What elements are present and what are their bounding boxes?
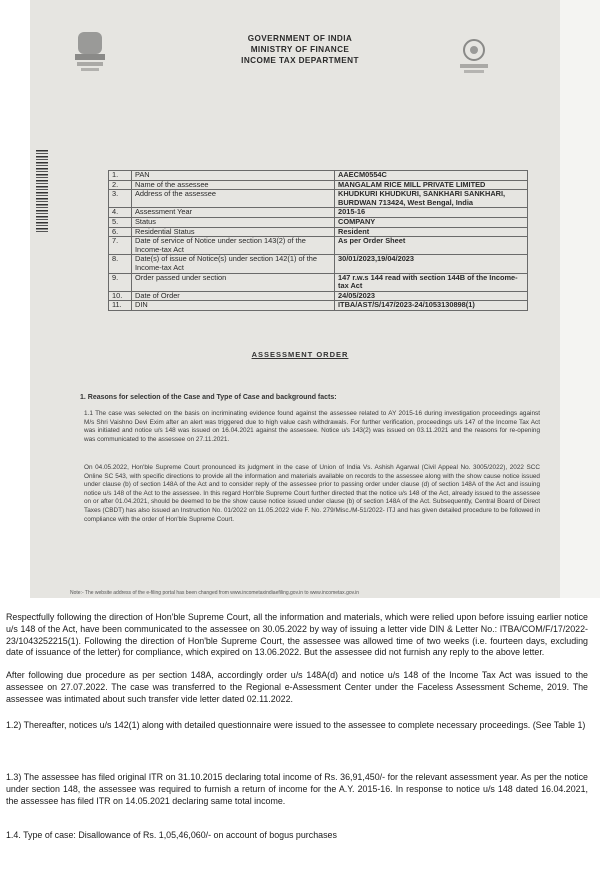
row-value: KHUDKURI KHUDKURI, SANKHARI SANKHARI, BURDWAN 713424, West Bengal, India	[335, 190, 528, 208]
header-department: INCOME TAX DEPARTMENT	[241, 56, 359, 65]
row-number: 2.	[109, 180, 132, 190]
table-row	[109, 171, 528, 181]
row-number: 5.	[109, 217, 132, 227]
table-row	[109, 190, 528, 208]
barcode	[36, 150, 48, 232]
row-value: ITBA/AST/S/147/2023-24/1053130898(1)	[335, 301, 528, 311]
paragraph-supreme-court: On 04.05.2022, Hon'ble Supreme Court pronounced its judgment in the case of Union of India Vs. Ashish Agarwal (Civil Appeal No. 3005/2022), 2022 SCC Online SC 543, with specific directions to provide all the information and materials available on records to the assessee along with the show cause notice issued under clause (b) of section 148A of the Act and to consider reply of the assessee prior to passing order under clause (d) of section 148A of the Act and issuing notice u/s 148 of the Act to the assessee. In this regard Hon'ble Supreme Court further directed that the notice u/s 148 of the Act, already issued to the assessee on or after 01.04.2021, should be deemed to be the show cause notice issued under clause (b) of section 148A of the Act. Subsequently, Central Board of Direct Taxes (CBDT) has also issued an Instruction No. 01/2022 on 11.05.2022 vide F. No. 279/Misc./M-51/2022- ITJ and has given detailed procedure to be followed in compliance with the order of Hon'ble Supreme Court.	[84, 464, 540, 523]
row-label: Address of the assessee	[132, 190, 335, 208]
row-label: PAN	[132, 171, 335, 181]
row-number: 3.	[109, 190, 132, 208]
row-value: As per Order Sheet	[335, 237, 528, 255]
row-number: 7.	[109, 237, 132, 255]
footnote: Note:- The website address of the e-filing portal has been changed from www.incometaxindiaefiling.gov.in to www.incometax.gov.in	[70, 590, 360, 596]
table-row	[109, 273, 528, 291]
row-number: 6.	[109, 227, 132, 237]
page-edge	[560, 0, 600, 598]
row-label: Status	[132, 217, 335, 227]
paragraph-1-4: 1.4. Type of case: Disallowance of Rs. 1,05,46,060/- on account of bogus purchases	[6, 830, 337, 840]
row-number: 4.	[109, 208, 132, 218]
row-value: 147 r.w.s 144 read with section 144B of the Income-tax Act	[335, 273, 528, 291]
row-number: 11.	[109, 301, 132, 311]
row-label: Name of the assessee	[132, 180, 335, 190]
row-value: COMPANY	[335, 217, 528, 227]
section-heading: 1. Reasons for selection of the Case and Type of Case and background facts:	[80, 394, 337, 401]
table-row	[109, 237, 528, 255]
table-row	[109, 208, 528, 218]
header-ministry: MINISTRY OF FINANCE	[250, 45, 350, 54]
row-number: 10.	[109, 291, 132, 301]
paragraph-respectfully: Respectfully following the direction of Hon'ble Supreme Court, all the information and materials, which were relied upon before issuing earlier notice u/s 148 of the Act, have been communicated to the assessee on 30.05.2022 by way of issuing a letter vide DIN & Letter No.: ITBA/COM/F/17/2022-23/1043252215(1). Following the direction of Hon'ble Supreme Court, the assessee was allowed time of two weeks (i.e. fourteen days, excluding date of issuance of the letter) for compliance, which expired on 13.06.2022. But the assessee did not furnish any reply to the above letter.	[6, 612, 588, 658]
table-row	[109, 255, 528, 273]
row-label: Residential Status	[132, 227, 335, 237]
row-label: Date of Order	[132, 291, 335, 301]
table-row	[109, 301, 528, 311]
row-number: 8.	[109, 255, 132, 273]
paragraph-1-1: 1.1 The case was selected on the basis on incriminating evidence found against the assessee related to AY 2015-16 during investigation proceedings against M/s Shri Vaishno Devi Exim after an alert was triggered due to high value cash withdrawals. For further verification, proceedings u/s 147 of the Income Tax Act was initiated and notice u/s 148 was issued on 16.04.2021 against the assessee. Notice u/s 143(2) was issued on 03.11.2021 and the reasons for re-opening was communicated to the assessee on 27.11.2021.	[84, 410, 540, 443]
row-value: MANGALAM RICE MILL PRIVATE LIMITED	[335, 180, 528, 190]
row-number: 1.	[109, 171, 132, 181]
row-label: Date(s) of issue of Notice(s) under section 142(1) of the Income-tax Act	[132, 255, 335, 273]
header-government: GOVERNMENT OF INDIA	[247, 34, 353, 43]
row-label: DIN	[132, 301, 335, 311]
row-value: 2015-16	[335, 208, 528, 218]
row-label: Assessment Year	[132, 208, 335, 218]
row-value: 24/05/2023	[335, 291, 528, 301]
order-title: ASSESSMENT ORDER	[251, 350, 349, 359]
paragraph-1-2: 1.2) Thereafter, notices u/s 142(1) along with detailed questionnaire were issued to the assessee to complete necessary proceedings. (See Table 1)	[6, 720, 586, 730]
row-number: 9.	[109, 273, 132, 291]
row-value: 30/01/2023,19/04/2023	[335, 255, 528, 273]
table-row	[109, 217, 528, 227]
row-value: AAECM0554C	[335, 171, 528, 181]
row-value: Resident	[335, 227, 528, 237]
row-label: Date of service of Notice under section 143(2) of the Income-tax Act	[132, 237, 335, 255]
row-label: Order passed under section	[132, 273, 335, 291]
paragraph-148a: After following due procedure as per section 148A, accordingly order u/s 148A(d) and notice u/s 148 of the Income Tax Act was issued to the assessee on 27.07.2022. The case was transferred to the Regional e-Assessment Center under the Faceless Assessment Scheme, 2019. The assessee was intimated about such transfer vide letter dated 02.11.2022.	[6, 670, 588, 704]
assessee-details-table	[108, 170, 528, 311]
paragraph-1-3: 1.3) The assessee has filed original ITR on 31.10.2015 declaring total income of Rs. 36,91,450/- for the relevant assessment year. As per the notice under section 148, the assessee was required to furnish a return of income for the A.Y. 2015-16. In response to notice u/s 148 dated 16.04.2021, the assessee has filed ITR on 14.05.2021 declaring same total income.	[6, 772, 588, 806]
